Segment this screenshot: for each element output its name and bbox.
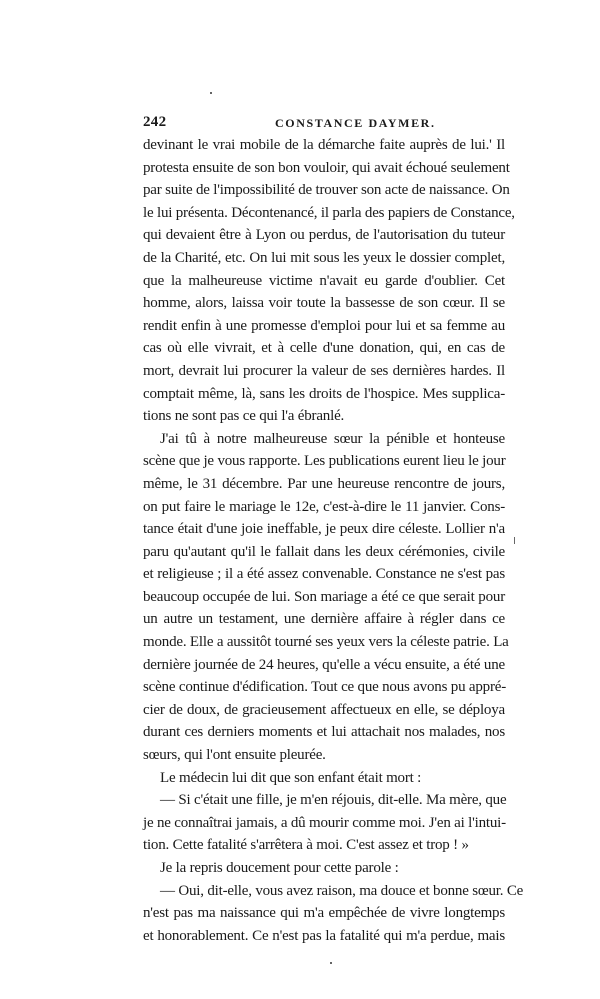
text-line: cas où elle vivrait, et à celle d'une donation, qui, en cas de [143, 340, 505, 357]
text-line: devinant le vrai mobile de la démarche faite auprès de lui.' Il [143, 137, 505, 153]
text-line: dernière journée de 24 heures, qu'elle a vécu ensuite, a été une [143, 656, 505, 673]
running-title: CONSTANCE DAYMER. [275, 116, 436, 130]
text-line: tions ne sont pas ce qui l'a ébranlé. [143, 408, 345, 425]
text-line: beaucoup occupée de lui. Son mariage a été ce que serait pour [143, 588, 505, 605]
scan-speck [210, 92, 212, 94]
text-line: rendit enfin à une promesse d'emploi pour lui et sa femme au [143, 317, 505, 334]
text-line: un autre un testament, une dernière affaire à régler dans ce [143, 611, 505, 628]
text-line: le lui présenta. Décontenancé, il parla des papiers de Constance, [143, 204, 515, 221]
text-line: je ne connaîtrai jamais, a dû mourir comme moi. J'en ai l'intui- [143, 814, 506, 831]
text-line: tion. Cette fatalité s'arrêtera à moi. C'est assez et trop ! » [143, 837, 469, 854]
text-line: par suite de l'impossibilité de trouver son acte de naissance. On [143, 182, 510, 199]
text-line: cier de doux, de gracieusement affectueux en elle, se déploya [143, 701, 505, 718]
scan-speck [330, 962, 332, 964]
text-line: que la malheureuse victime n'avait eu garde d'oublier. Cet [143, 272, 505, 289]
text-line: qui devaient être à Lyon ou perdus, de l'autorisation du tuteur [143, 227, 505, 244]
text-line: protesta ensuite de son bon vouloir, qui avait échoué seulement [143, 159, 510, 176]
scan-speck [514, 537, 515, 544]
text-line: paru qu'autant qu'il le fallait dans les deux cérémonies, civile [143, 543, 505, 560]
paragraph-start-line: — Si c'était une fille, je m'en réjouis, dit-elle. Ma mère, que [160, 792, 507, 809]
text-line: mort, devrait lui procurer la valeur de ses dernières hardes. Il [143, 362, 505, 379]
text-line: monde. Elle a aussitôt tourné ses yeux vers la céleste patrie. La [143, 634, 509, 651]
paragraph-start-line: Le médecin lui dit que son enfant était mort : [160, 769, 422, 786]
text-line: n'est pas ma naissance qui m'a empêchée de vivre longtemps [143, 905, 505, 922]
text-line: tance était d'une joie ineffable, je peux dire céleste. Lollier n'a [143, 521, 505, 538]
page-number: 242 [143, 114, 167, 130]
text-line: comptait même, là, sans les droits de l'hospice. Mes supplica- [143, 385, 505, 402]
text-line: de la Charité, etc. On lui mit sous les yeux le dossier complet, [143, 249, 505, 266]
paragraph-start-line: J'ai tû à notre malheureuse sœur la pénible et honteuse [160, 430, 505, 447]
text-line: scène que je vous rapporte. Les publications eurent lieu le jour [143, 453, 506, 470]
text-line: durant ces derniers moments et lui attachait nos malades, nos [143, 724, 505, 741]
text-line: homme, alors, laissa voir toute la bassesse de son cœur. Il se [143, 295, 505, 312]
text-line: sœurs, qui l'ont ensuite pleurée. [143, 747, 326, 764]
text-line: on put faire le mariage le 12e, c'est-à-dire le 11 janvier. Cons- [143, 498, 505, 515]
paragraph-start-line: Je la repris doucement pour cette parole : [160, 860, 399, 876]
text-line: et religieuse ; il a été assez convenable. Constance ne s'est pas [143, 566, 505, 583]
text-line: et honorablement. Ce n'est pas la fatalité qui m'a perdue, mais [143, 927, 505, 944]
body-text [143, 134, 524, 947]
text-line: même, le 31 décembre. Par une heureuse rencontre de jours, [143, 475, 505, 492]
paragraph-start-line: — Oui, dit-elle, vous avez raison, ma douce et bonne sœur. Ce [160, 882, 524, 899]
page-header [143, 114, 503, 134]
text-line: scène continue d'édification. Tout ce que nous avons pu appré- [143, 679, 507, 696]
